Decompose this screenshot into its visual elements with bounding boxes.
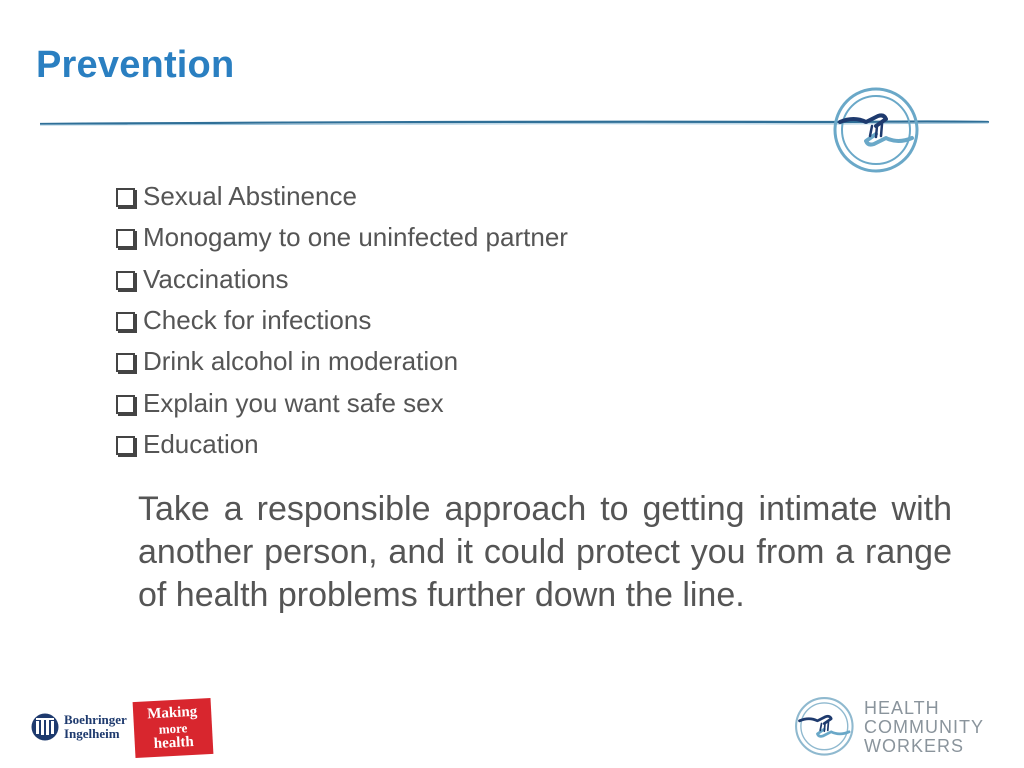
checkbox-icon (116, 188, 135, 207)
checkbox-icon (116, 353, 135, 372)
body-paragraph: Take a responsible approach to getting intimate with another person, and it could protect you from a range of health problems further down the line. (138, 490, 952, 614)
list-item (116, 424, 568, 465)
list-item (116, 217, 568, 258)
prevention-list (116, 176, 568, 465)
helping-hands-icon (794, 696, 856, 758)
list-item-label: Check for infections (143, 305, 372, 336)
health-community-workers-logo (794, 696, 984, 758)
health-community-workers-wordmark: HEALTH COMMUNITY WORKERS (864, 697, 984, 756)
boehringer-ingelheim-icon (30, 712, 60, 742)
checkbox-icon (116, 271, 135, 290)
checkbox-icon (116, 312, 135, 331)
checkbox-icon (116, 436, 135, 455)
list-item-label: Monogamy to one uninfected partner (143, 222, 568, 253)
list-item-label: Sexual Abstinence (143, 181, 357, 212)
boehringer-ingelheim-wordmark: Boehringer Ingelheim (64, 712, 127, 741)
list-item (116, 382, 568, 423)
list-item-label: Drink alcohol in moderation (143, 346, 459, 377)
helping-hands-icon (832, 86, 922, 176)
checkbox-icon (116, 229, 135, 248)
list-item-label: Education (143, 428, 259, 459)
making-more-health-logo: Making more health (133, 698, 214, 758)
list-item (116, 176, 568, 217)
list-item (116, 300, 568, 341)
boehringer-ingelheim-logo (30, 712, 127, 742)
list-item-label: Explain you want safe sex (143, 387, 444, 418)
list-item-label: Vaccinations (143, 263, 289, 294)
slide-title: Prevention (36, 44, 235, 86)
checkbox-icon (116, 395, 135, 414)
list-item (116, 341, 568, 382)
list-item (116, 259, 568, 300)
